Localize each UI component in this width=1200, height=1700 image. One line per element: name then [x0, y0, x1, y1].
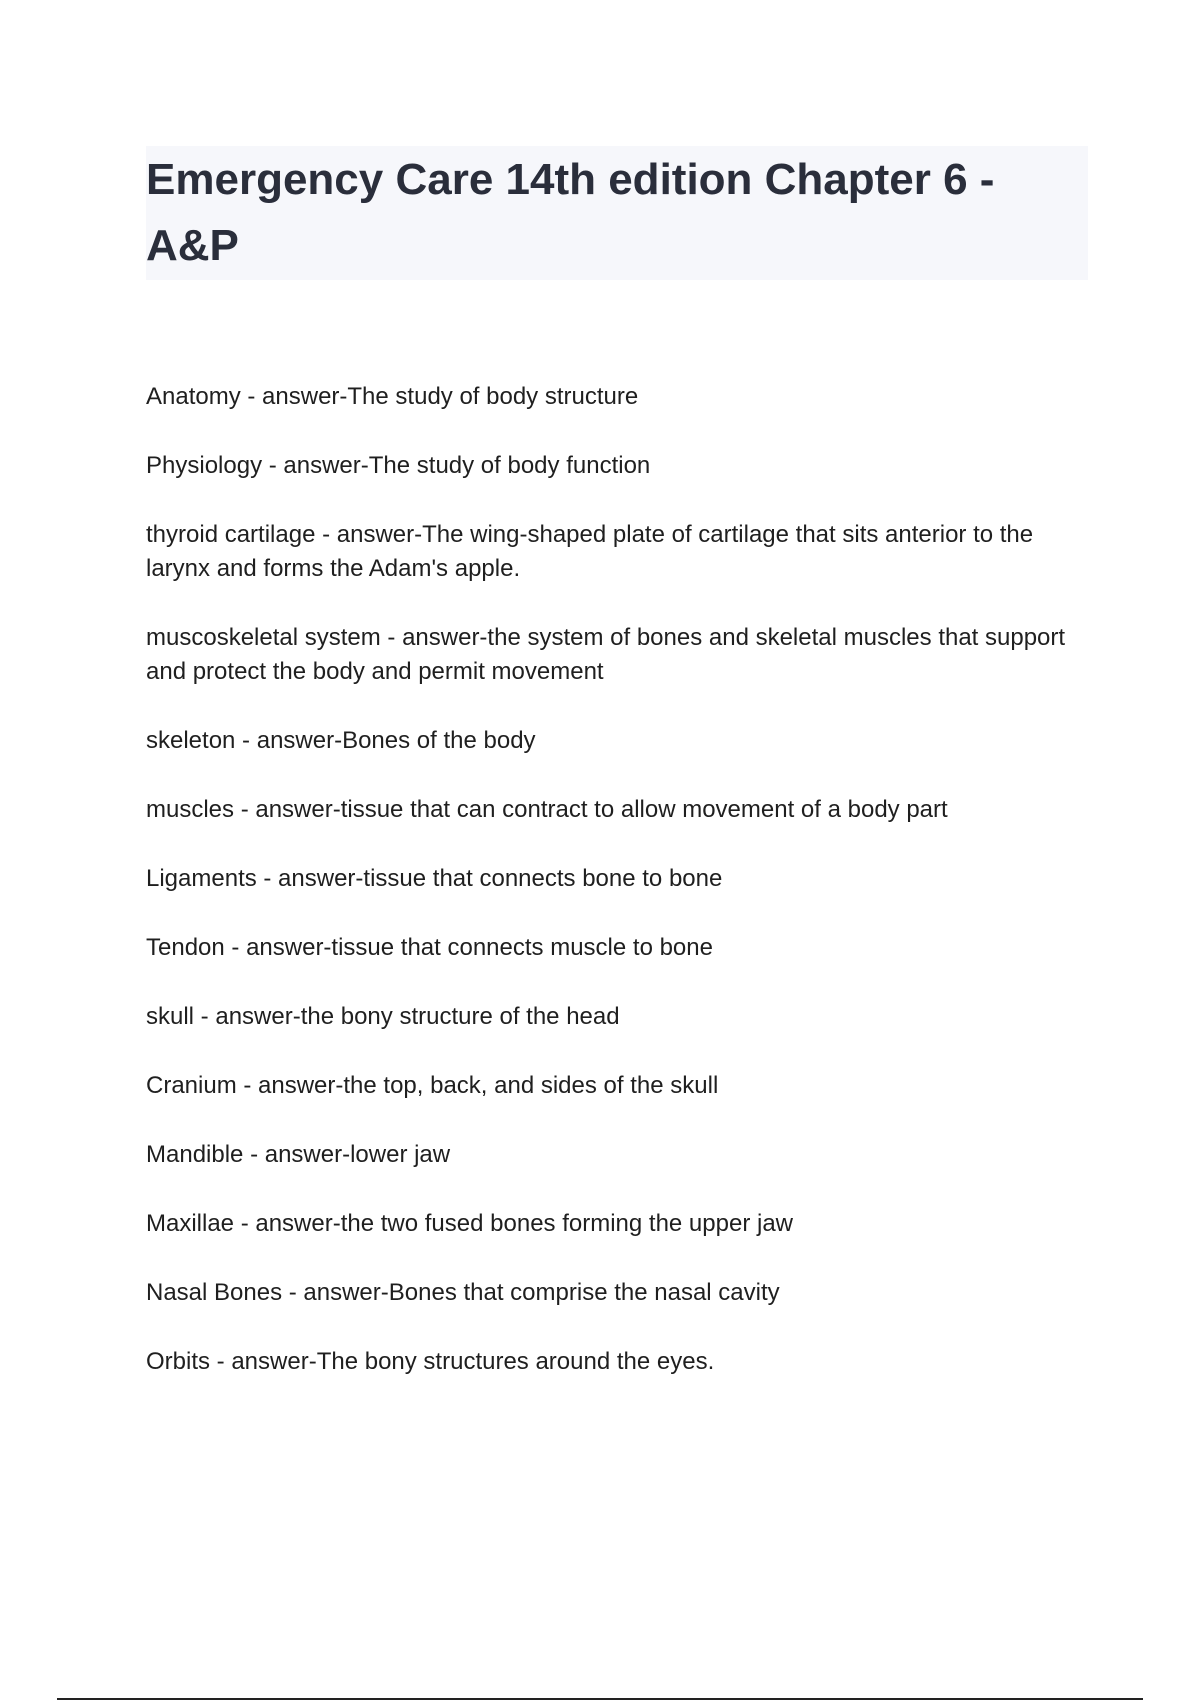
- flashcard-entry: Physiology - answer-The study of body function: [146, 452, 651, 479]
- flashcard-entry: thyroid cartilage - answer-The wing-shaped plate of cartilage that sits anterior to the larynx and forms the Adam's apple.: [146, 521, 1034, 582]
- flashcard-entry: skeleton - answer-Bones of the body: [146, 727, 536, 754]
- flashcard-entry: muscoskeletal system - answer-the system of bones and skeletal muscles that support and protect the body and permit movement: [146, 624, 1066, 685]
- flashcard-entry: Mandible - answer-lower jaw: [146, 1141, 451, 1168]
- flashcard-entry: Ligaments - answer-tissue that connects bone to bone: [146, 865, 723, 892]
- flashcard-entry: Nasal Bones - answer-Bones that comprise the nasal cavity: [146, 1279, 780, 1306]
- flashcard-entry: Cranium - answer-the top, back, and sides of the skull: [146, 1072, 719, 1099]
- flashcard-entry: muscles - answer-tissue that can contract to allow movement of a body part: [146, 796, 948, 823]
- flashcard-entry: Orbits - answer-The bony structures around the eyes.: [146, 1348, 715, 1375]
- flashcard-entry: Maxillae - answer-the two fused bones forming the upper jaw: [146, 1210, 793, 1237]
- title-block: [146, 146, 1088, 280]
- flashcard-entry: skull - answer-the bony structure of the head: [146, 1003, 620, 1030]
- flashcard-list: [146, 380, 1086, 1414]
- flashcard-entry: Tendon - answer-tissue that connects muscle to bone: [146, 934, 713, 961]
- flashcard-entry: Anatomy - answer-The study of body structure: [146, 383, 639, 410]
- document-title: Emergency Care 14th edition Chapter 6 - A&P: [146, 155, 995, 270]
